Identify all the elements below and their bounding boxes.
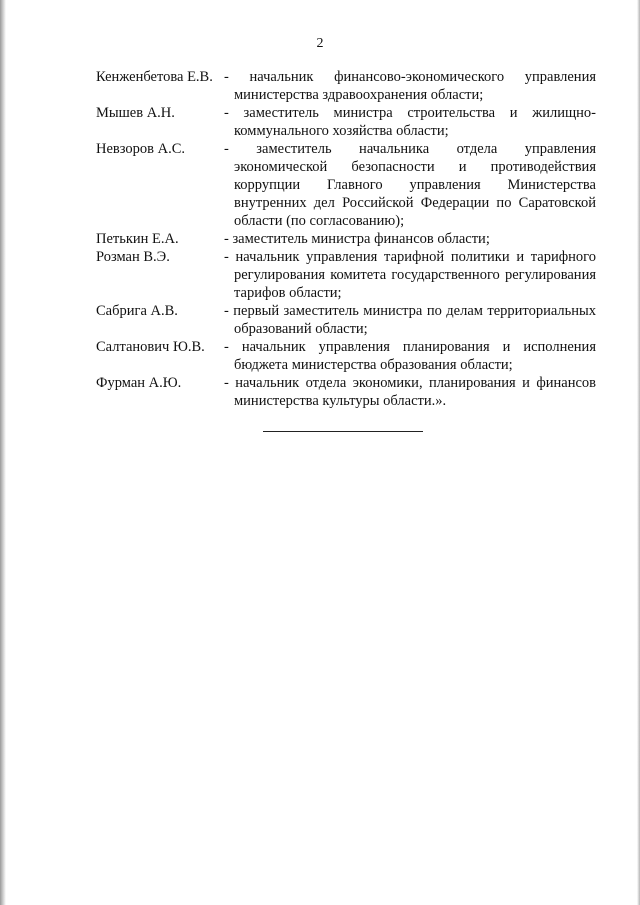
member-row bbox=[96, 104, 596, 140]
member-row bbox=[96, 248, 596, 302]
member-row bbox=[96, 374, 596, 410]
scan-edge-left bbox=[0, 0, 6, 905]
members-list bbox=[96, 68, 596, 410]
member-name: Мышев А.Н. bbox=[96, 105, 175, 121]
member-row bbox=[96, 140, 596, 230]
member-row bbox=[96, 68, 596, 104]
member-name: Фурман А.Ю. bbox=[96, 375, 182, 391]
member-row bbox=[96, 302, 596, 338]
member-name: Салтанович Ю.В. bbox=[96, 339, 205, 355]
member-name: Петькин Е.А. bbox=[96, 231, 179, 247]
member-description: - начальник управления планирования и исполнения бюджета министерства образования области; bbox=[224, 339, 596, 373]
member-description: - первый заместитель министра по делам территориальных образований области; bbox=[224, 303, 596, 337]
member-description: - заместитель министра строительства и жилищно-коммунального хозяйства области; bbox=[224, 105, 596, 139]
member-description: - начальник отдела экономики, планирования и финансов министерства культуры области.». bbox=[224, 375, 596, 409]
member-name: Сабрига А.В. bbox=[96, 303, 178, 319]
member-description: - начальник финансово-экономического управления министерства здравоохранения области; bbox=[224, 69, 596, 103]
member-name: Невзоров А.С. bbox=[96, 141, 186, 157]
member-description: - заместитель министра финансов области; bbox=[224, 231, 490, 247]
end-separator-line bbox=[263, 431, 423, 432]
member-row bbox=[96, 230, 596, 248]
member-description: - начальник управления тарифной политики и тарифного регулирования комитета государственного регулирования тарифов области; bbox=[224, 249, 596, 301]
page-number: 2 bbox=[316, 36, 324, 51]
member-row bbox=[96, 338, 596, 374]
member-description: - заместитель начальника отдела управления экономической безопасности и противодействия коррупции Главного управления Министерства внутренних дел Российской Федерации по Саратовской области (по согласованию); bbox=[224, 141, 596, 229]
member-name: Кенженбетова Е.В. bbox=[96, 69, 213, 85]
member-name: Розман В.Э. bbox=[96, 249, 170, 265]
